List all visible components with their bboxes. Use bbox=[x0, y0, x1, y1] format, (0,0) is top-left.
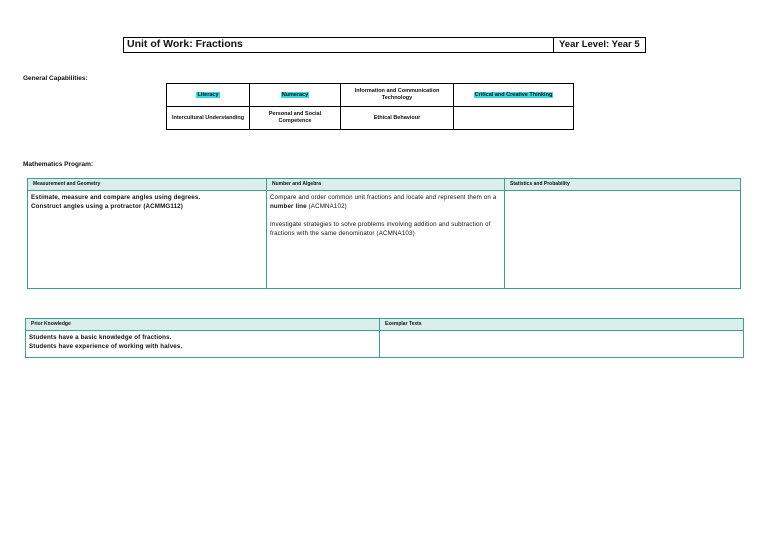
prior-item: Students have a basic knowledge of fractions. bbox=[29, 334, 172, 341]
column-prior-knowledge: Prior Knowledge bbox=[26, 319, 380, 331]
prior-knowledge-table bbox=[25, 318, 744, 358]
prior-knowledge-content bbox=[26, 331, 380, 358]
number-paragraph-1 bbox=[270, 194, 501, 212]
column-exemplar-texts: Exemplar Texts bbox=[380, 319, 744, 331]
general-capabilities-label: General Capabilities: bbox=[23, 75, 88, 82]
unit-header bbox=[123, 37, 646, 53]
unit-title: Unit of Work: Fractions bbox=[127, 38, 243, 50]
prior-item: Students have experience of working with halves. bbox=[29, 342, 183, 350]
capabilities-table bbox=[166, 83, 574, 130]
program-header-row bbox=[28, 179, 741, 191]
exemplar-content bbox=[380, 331, 744, 358]
capability-intercultural: Intercultural Understanding bbox=[167, 107, 250, 130]
mathematics-program-table bbox=[27, 178, 741, 289]
year-level: Year Level: Year 5 bbox=[559, 39, 640, 50]
number-line-term: number line bbox=[270, 202, 307, 210]
capability-cell bbox=[167, 84, 250, 107]
capability-ethical: Ethical Behaviour bbox=[341, 107, 454, 130]
capability-critical-thinking: Critical and Creative Thinking bbox=[474, 91, 553, 98]
program-content-row bbox=[28, 191, 741, 289]
capability-cell bbox=[454, 84, 574, 107]
number-paragraph-2: Investigate strategies to solve problems involving addition and subtraction of fractions with the same denominator (ACMNA103) bbox=[270, 220, 491, 237]
measurement-line-1: Estimate, measure and compare angles using degrees. bbox=[31, 194, 201, 201]
statistics-content bbox=[505, 191, 741, 289]
number-content bbox=[267, 191, 505, 289]
capabilities-row bbox=[167, 107, 574, 130]
measurement-line-2: Construct angles using a protractor (ACMMG112) bbox=[31, 202, 183, 210]
prior-content-row bbox=[26, 331, 744, 358]
measurement-content bbox=[28, 191, 267, 289]
header-divider bbox=[553, 37, 554, 53]
capabilities-row bbox=[167, 84, 574, 107]
capability-personal-social: Personal and Social Competence bbox=[250, 107, 341, 130]
column-statistics-probability: Statistics and Probability bbox=[505, 179, 741, 191]
capability-empty bbox=[454, 107, 574, 130]
column-number-algebra: Number and Algebra bbox=[267, 179, 505, 191]
capability-literacy: Literacy bbox=[197, 91, 219, 98]
number-p1-code: (ACMNA102) bbox=[306, 202, 347, 210]
capability-ict: Information and Communication Technology bbox=[341, 84, 454, 107]
mathematics-program-label: Mathematics Program: bbox=[23, 161, 94, 168]
prior-header-row bbox=[26, 319, 744, 331]
capability-cell bbox=[250, 84, 341, 107]
number-p1-text: Compare and order common unit fractions and locate and represent them on a bbox=[270, 194, 497, 201]
column-measurement-geometry: Measurement and Geometry bbox=[28, 179, 267, 191]
capability-numeracy: Numeracy bbox=[281, 91, 309, 98]
